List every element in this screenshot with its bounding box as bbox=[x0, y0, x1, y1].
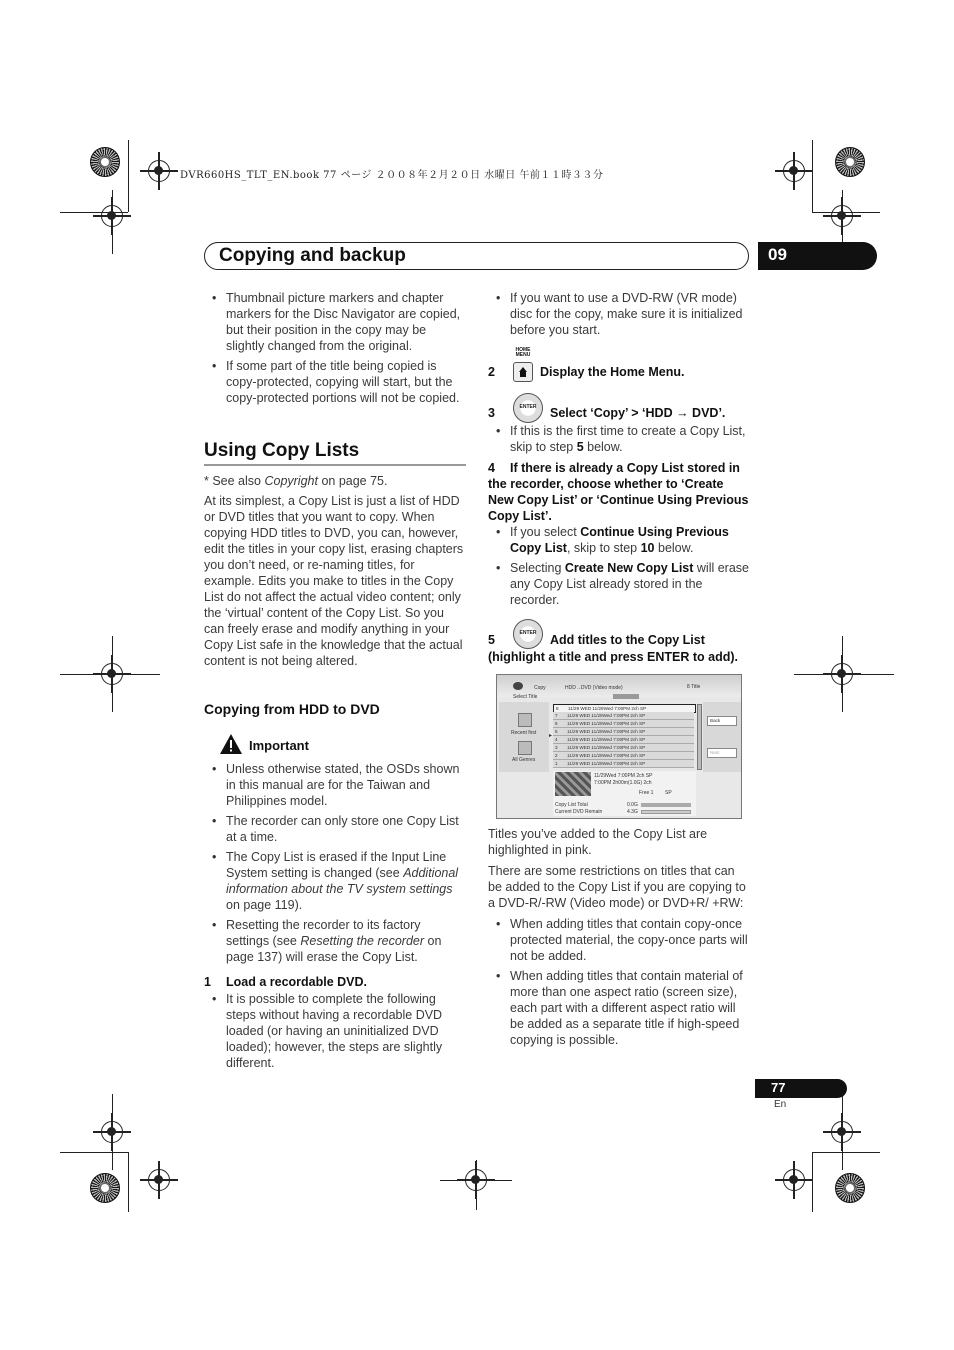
osd-free-label: Free 1 bbox=[639, 790, 654, 796]
enter-button-icon: ENTER bbox=[513, 393, 543, 423]
osd-page-indicator bbox=[613, 694, 639, 699]
list-item: • If you want to use a DVD-RW (VR mode) disc for the copy, make sure it is initialized before you start. bbox=[488, 290, 750, 338]
right-column-bottom bbox=[488, 826, 750, 1052]
osd-nav-panel bbox=[703, 702, 741, 772]
osd-copy-icon bbox=[513, 682, 523, 690]
thumbnail-image bbox=[555, 772, 591, 796]
table-row[interactable]: 5 11/29 WED 11/29Wed 7:00PM 2ch SP bbox=[553, 728, 694, 736]
list-item: • If this is the first time to create a Copy List, skip to step 5 below. bbox=[488, 423, 750, 455]
osd-total-label: Copy List Total bbox=[555, 802, 588, 808]
table-row[interactable]: 8 11/29 WED 11/29Wed 7:00PM 2ch SP bbox=[553, 704, 696, 713]
home-menu-label: HOME MENU bbox=[515, 347, 531, 358]
page-language: En bbox=[774, 1099, 787, 1110]
step-3-notes bbox=[488, 423, 750, 459]
registration-mark-icon bbox=[148, 1169, 170, 1191]
list-item: • It is possible to complete the following steps without having a recordable DVD loaded (or having an uninitialized DVD loaded); however, the steps are slightly different. bbox=[204, 991, 466, 1071]
paragraph: There are some restrictions on titles that can be added to the Copy List if you are copying to a DVD-R/-RW (Video mode) or DVD+R/ +RW: bbox=[488, 864, 746, 910]
list-item: • When adding titles that contain material of more than one aspect ratio (screen size), each part with a different aspect ratio will be added as a separate title if high-speed copying is possible. bbox=[488, 968, 750, 1048]
osd-recent-label: Recent first bbox=[511, 730, 537, 736]
registration-mark-icon bbox=[101, 205, 123, 227]
step-5: 5 Add titles to the Copy List (highlight a title and press ENTER to add). bbox=[488, 633, 739, 664]
osd-remain-label: Current DVD Remain bbox=[555, 809, 603, 815]
next-button[interactable]: Next bbox=[707, 748, 737, 758]
osd-select-label: Select Title bbox=[513, 694, 538, 700]
step-2: 2 Display the Home Menu. bbox=[488, 365, 685, 379]
page-number: 77 bbox=[755, 1079, 847, 1098]
registration-rosette-icon bbox=[835, 147, 865, 177]
step-1: 1 Load a recordable DVD. bbox=[204, 975, 368, 989]
list-item: • Unless otherwise stated, the OSDs shown in this manual are for the Taiwan and Philippines model. bbox=[204, 761, 466, 809]
list-item: • If you select Continue Using Previous Copy List, skip to step 10 below. bbox=[488, 524, 750, 556]
list-item: • Thumbnail picture markers and chapter markers for the Disc Navigator are copied, but their position in the copy may be slightly changed from the original. bbox=[204, 290, 466, 354]
important-list bbox=[204, 761, 466, 969]
list-item: • Resetting the recorder to its factory settings (see Resetting the recorder on page 137) will erase the Copy List. bbox=[204, 917, 466, 965]
intro-paragraph: At its simplest, a Copy List is just a list of HDD or DVD titles that you want to copy. When copying HDD titles to DVD, you can, however, edit the titles in your copy list, erasing chapters you don’t need, or re-naming titles, for example. Edits you make to titles in the Copy List do not affect the actual video content; only the ‘virtual’ content of the Copy List. So you can freely erase and modify anything in your Copy List safe in the knowledge that the actual content is not being altered. bbox=[204, 494, 464, 668]
see-also: * See also Copyright on page 75. bbox=[204, 474, 388, 488]
list-item: • The recorder can only store one Copy List at a time. bbox=[204, 813, 466, 845]
osd-remain-value: 4.3G bbox=[627, 809, 638, 815]
osd-sort-panel bbox=[499, 702, 549, 772]
step-4-notes bbox=[488, 524, 750, 612]
intro-block bbox=[204, 473, 466, 673]
section-header bbox=[204, 242, 749, 270]
list-item: • If some part of the title being copied is copy-protected, copying will start, but the copy-protected portions will not be copied. bbox=[204, 358, 466, 406]
registration-mark-icon bbox=[101, 663, 123, 685]
osd-scrollbar[interactable] bbox=[697, 704, 702, 770]
genres-icon bbox=[518, 741, 532, 755]
table-row[interactable]: 6 11/29 WED 11/29Wed 7:00PM 2ch SP bbox=[553, 720, 694, 728]
osd-copy-label: Copy bbox=[534, 685, 546, 691]
osd-genres-label: All Genres bbox=[512, 757, 536, 763]
osd-mode-label: HDD→DVD (Video mode) bbox=[565, 685, 623, 691]
important-label: Important bbox=[249, 738, 309, 753]
table-row[interactable]: 4 11/29 WED 11/29Wed 7:00PM 2ch SP bbox=[553, 736, 694, 744]
warning-icon bbox=[219, 733, 243, 755]
osd-sp-label: SP bbox=[665, 790, 672, 796]
table-row[interactable]: 7 11/29 WED 11/29Wed 7:00PM 2ch SP bbox=[553, 712, 694, 720]
registration-rosette-icon bbox=[90, 147, 120, 177]
copy-list-screenshot bbox=[496, 674, 742, 819]
table-row[interactable]: 3 11/29 WED 11/29Wed 7:00PM 2ch SP bbox=[553, 744, 694, 752]
registration-rosette-icon bbox=[835, 1173, 865, 1203]
osd-total-bar bbox=[641, 803, 691, 807]
heading-rule bbox=[204, 464, 466, 466]
print-header: DVR660HS_TLT_EN.book 77 ページ ２００８年２月２０日 水曜日 午前１１時３３分 bbox=[180, 170, 604, 181]
back-button[interactable]: Back bbox=[707, 716, 737, 726]
table-row[interactable]: 2 11/29 WED 11/29Wed 7:00PM 2ch SP bbox=[553, 752, 694, 760]
subheading-copying-hdd-dvd: Copying from HDD to DVD bbox=[204, 701, 380, 717]
recent-icon bbox=[518, 713, 532, 727]
osd-title-count: 8 Title bbox=[687, 684, 701, 690]
registration-rosette-icon bbox=[90, 1173, 120, 1203]
osd-total-value: 0.0G bbox=[627, 802, 638, 808]
step-1-notes bbox=[204, 991, 466, 1075]
enter-button-icon: ENTER bbox=[513, 619, 543, 649]
registration-mark-icon bbox=[465, 1169, 487, 1191]
registration-mark-icon bbox=[831, 663, 853, 685]
heading-using-copy-lists: Using Copy Lists bbox=[204, 440, 360, 461]
registration-mark-icon bbox=[101, 1121, 123, 1143]
list-item: • Selecting Create New Copy List will erase any Copy List already stored in the recorder. bbox=[488, 560, 750, 608]
registration-mark-icon bbox=[831, 205, 853, 227]
left-column bbox=[204, 290, 466, 410]
registration-mark-icon bbox=[148, 160, 170, 182]
step-3: 3 Select ‘Copy’ > ‘HDD → DVD’. bbox=[488, 406, 726, 420]
chapter-number: 09 bbox=[758, 242, 877, 270]
registration-mark-icon bbox=[831, 1121, 853, 1143]
table-row[interactable]: 1 11/29 WED 11/29Wed 7:00PM 2ch SP bbox=[553, 760, 694, 768]
section-title: Copying and backup bbox=[219, 245, 406, 266]
osd-info-line-1: 11/29Wed 7:00PM 2ch SP bbox=[594, 773, 653, 779]
registration-mark-icon bbox=[783, 160, 805, 182]
list-item: • When adding titles that contain copy-once protected material, the copy-once parts will not be added. bbox=[488, 916, 750, 964]
osd-arrow-icon: ▸ bbox=[549, 733, 553, 739]
paragraph: Titles you’ve added to the Copy List are highlighted in pink. bbox=[488, 827, 708, 857]
registration-mark-icon bbox=[783, 1169, 805, 1191]
right-column-top bbox=[488, 290, 750, 342]
list-item: • The Copy List is erased if the Input Line System setting is changed (see Additional information about the TV system settings on page 119). bbox=[204, 849, 466, 913]
osd-info-line-2: 7:00PM 2h00m(1.0G) 2ch bbox=[594, 780, 652, 786]
step-4: 4 If there is already a Copy List stored in the recorder, choose whether to ‘Create New Copy List’ or ‘Continue Using Previous Copy List’. bbox=[488, 461, 749, 523]
osd-remain-bar bbox=[641, 810, 691, 814]
